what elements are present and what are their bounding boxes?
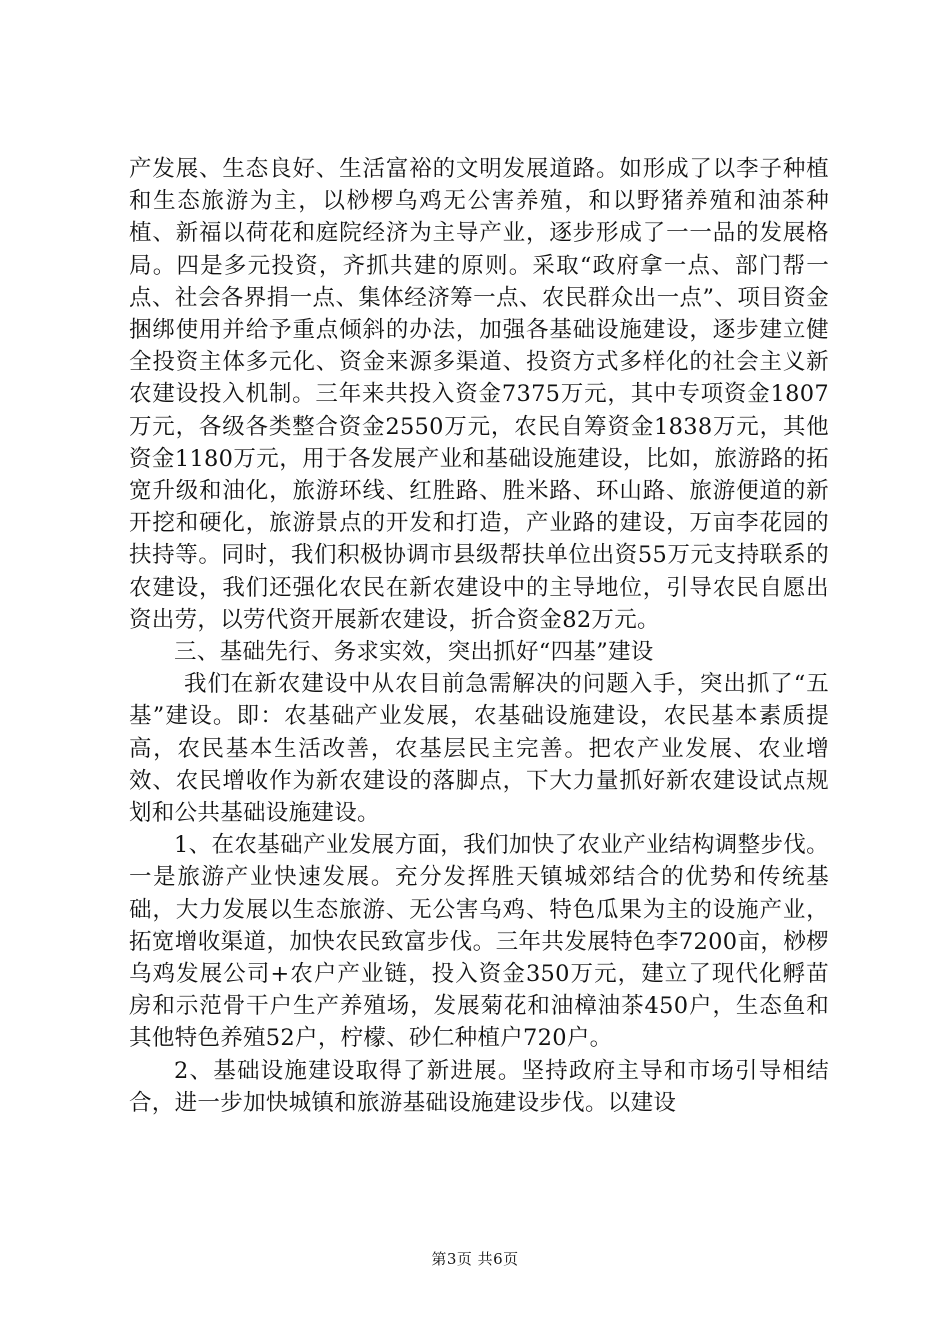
paragraph-continued: 产发展、生态良好、生活富裕的文明发展道路。如形成了以李子种植和生态旅游为主，以桫椤乌鸡无公害养殖，和以野猪养殖和油茶种植、新福以荷花和庭院经济为主导产业，逐步形成了一一品的发展格局。四是多元投资，齐抓共建的原则。采取“政府拿一点、部门帮一点、社会各界捐一点、集体经济筹一点、农民群众出一点”、项目资金捆绑使用并给予重点倾斜的办法，加强各基础设施建设，逐步建立健全投资主体多元化、资金来源多渠道、投资方式多样化的社会主义新农建设投入机制。三年来共投入资金7375万元，其中专项资金1807万元，各级各类整合资金2550万元，农民自筹资金1838万元，其他资金1180万元，用于各发展产业和基础设施建设，比如，旅游路的拓宽升级和油化，旅游环线、红胜路、胜米路、环山路、旅游便道的新开挖和硬化，旅游景点的开发和打造，产业路的建设，万亩李花园的扶持等。同时，我们积极协调市县级帮扶单位出资55万元支持联系的农建设，我们还强化农民在新农建设中的主导地位，引导农民自愿出资出劳，以劳代资开展新农建设，折合资金82万元。 bbox=[129, 156, 829, 633]
document-body bbox=[129, 153, 829, 1119]
paragraph: 1、在农基础产业发展方面，我们加快了农业产业结构调整步伐。一是旅游产业快速发展。充分发挥胜天镇城郊结合的优势和传统基础，大力发展以生态旅游、无公害乌鸡、特色瓜果为主的设施产业，拓宽增收渠道，加快农民致富步伐。三年共发展特色李7200亩，桫椤乌鸡发展公司+农户产业链，投入资金350万元，建立了现代化孵苗房和示范骨干户生产养殖场，发展菊花和油樟油茶450户，生态鱼和其他特色养殖52户，柠檬、砂仁种植户720户。 bbox=[129, 832, 829, 1052]
page-footer: 第3页 共6页 bbox=[431, 1250, 519, 1268]
section-heading: 三、基础先行、务求实效，突出抓好“四基”建设 bbox=[174, 639, 654, 666]
paragraph: 2、基础设施建设取得了新进展。坚持政府主导和市场引导相结合，进一步加快城镇和旅游基础设施建设步伐。以建设 bbox=[129, 1057, 829, 1116]
paragraph: 我们在新农建设中从农目前急需解决的问题入手，突出抓了“五基”建设。即：农基础产业发展，农基础设施建设，农民基本素质提高，农民基本生活改善，农基层民主完善。把农产业发展、农业增效、农民增收作为新农建设的落脚点，下大力量抓好新农建设试点规划和公共基础设施建设。 bbox=[129, 671, 829, 827]
